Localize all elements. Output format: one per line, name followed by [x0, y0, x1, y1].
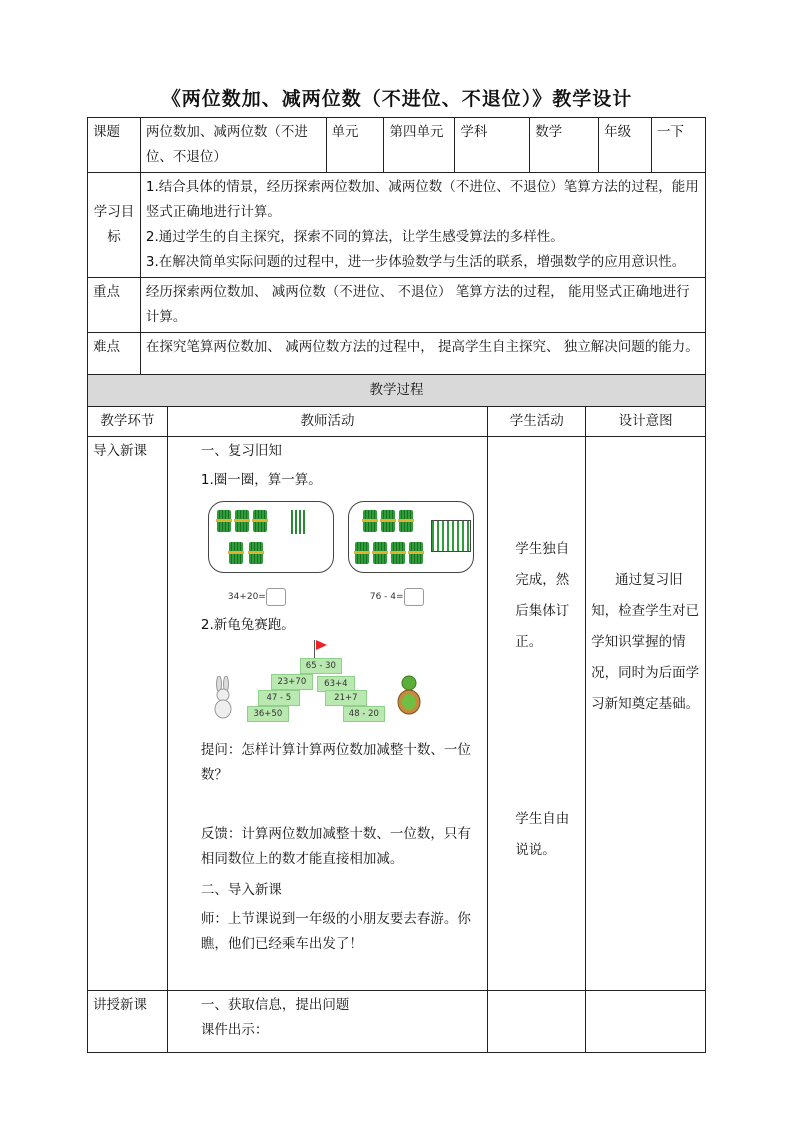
brick: 63+4 [317, 676, 355, 692]
subject-label: 学科 [455, 118, 530, 173]
eq1: 34+20= [228, 585, 286, 610]
bundle-box-2 [348, 501, 474, 573]
student-activity [488, 437, 586, 991]
info-table [87, 117, 706, 383]
question: 提问：怎样计算计算两位数加减整十数、一位数？ [200, 742, 471, 783]
key-point-label: 重点 [88, 278, 141, 333]
teacher-activity-2 [167, 991, 487, 1053]
feedback: 反馈：计算两位数加减整十数、一位数，只有相同数位上的数才能直接相加减。 [200, 826, 471, 867]
brick: 48 - 20 [343, 706, 385, 722]
difficulty-text: 在探究笔算两位数加、 减两位数方法的过程中， 提高学生自主探究、 独立解决问题的能力。 [140, 333, 705, 383]
grade-value: 一下 [652, 118, 706, 173]
brick: 65 - 30 [300, 658, 342, 674]
review-title: 一、复习旧知 [200, 443, 282, 459]
design-intent [586, 437, 706, 991]
turtle-icon [396, 674, 422, 718]
task1: 1.圈一圈，算一算。 [200, 472, 322, 488]
col-intent: 设计意图 [586, 407, 706, 437]
student-activity-1: 学生独自完成，然后集体订正。 [515, 541, 570, 650]
goals-label: 学习目标 [88, 173, 141, 278]
goals-content [140, 173, 705, 278]
unit-value: 第四单元 [384, 118, 455, 173]
goal-item: 3.在解决简单实际问题的过程中，进一步体验数学与生活的联系，增强数学的应用意识性。 [145, 254, 686, 270]
goal-item: 2.通过学生的自主探究，探索不同的算法，让学生感受算法的多样性。 [145, 229, 564, 245]
rabbit-icon [211, 676, 235, 720]
process-table [87, 374, 706, 1053]
goal-item: 1.结合具体的情景，经历探索两位数加、减两位数（不进位、不退位）笔算方法的过程，能用竖式正确地进行计算。 [145, 179, 699, 220]
eq2: 76 - 4= [370, 585, 424, 610]
topic-label: 课题 [88, 118, 141, 173]
unit-label: 单元 [326, 118, 384, 173]
process-header: 教学过程 [88, 375, 706, 407]
page-title: 《两位数加、减两位数（不进位、不退位）》教学设计 [161, 88, 633, 110]
info-line: 一、获取信息，提出问题 [200, 997, 350, 1013]
brick: 21+7 [325, 690, 367, 706]
col-teacher: 教师活动 [167, 407, 487, 437]
courseware-line: 课件出示： [200, 1022, 269, 1038]
teacher-activity [167, 437, 487, 991]
subject-value: 数学 [530, 118, 599, 173]
brick: 36+50 [247, 706, 289, 722]
task2: 2.新龟兔赛跑。 [200, 617, 295, 633]
topic-value: 两位数加、减两位数（不进位、不退位） [140, 118, 326, 173]
flag-icon [316, 640, 327, 650]
col-student: 学生活动 [488, 407, 586, 437]
brick: 47 - 5 [258, 690, 300, 706]
brick: 23+70 [271, 674, 313, 690]
student-activity-2: 学生自由说说。 [515, 811, 570, 858]
stage-teaching: 讲授新课 [88, 991, 168, 1053]
grade-label: 年级 [599, 118, 652, 173]
bundle-box-1 [208, 501, 334, 573]
stage-intro: 导入新课 [88, 437, 168, 991]
circle-figure [173, 493, 482, 613]
design-intent-2-cell [586, 991, 706, 1053]
difficulty-label: 难点 [88, 333, 141, 383]
design-intent-text: 通过复习旧知，检查学生对已学知识掌握的情况，同时为后面学习新知奠定基础。 [591, 572, 700, 712]
col-stage: 教学环节 [88, 407, 168, 437]
student-activity-2-cell [488, 991, 586, 1053]
race-figure [173, 638, 482, 738]
key-point-text: 经历探索两位数加、 减两位数（不进位、 不退位） 笔算方法的过程， 能用竖式正确地进行计算。 [140, 278, 705, 333]
intro-title: 二、导入新课 [200, 882, 282, 898]
teacher-talk: 师：上节课说到一年级的小朋友要去春游。你瞧，他们已经乘车出发了！ [200, 911, 471, 952]
